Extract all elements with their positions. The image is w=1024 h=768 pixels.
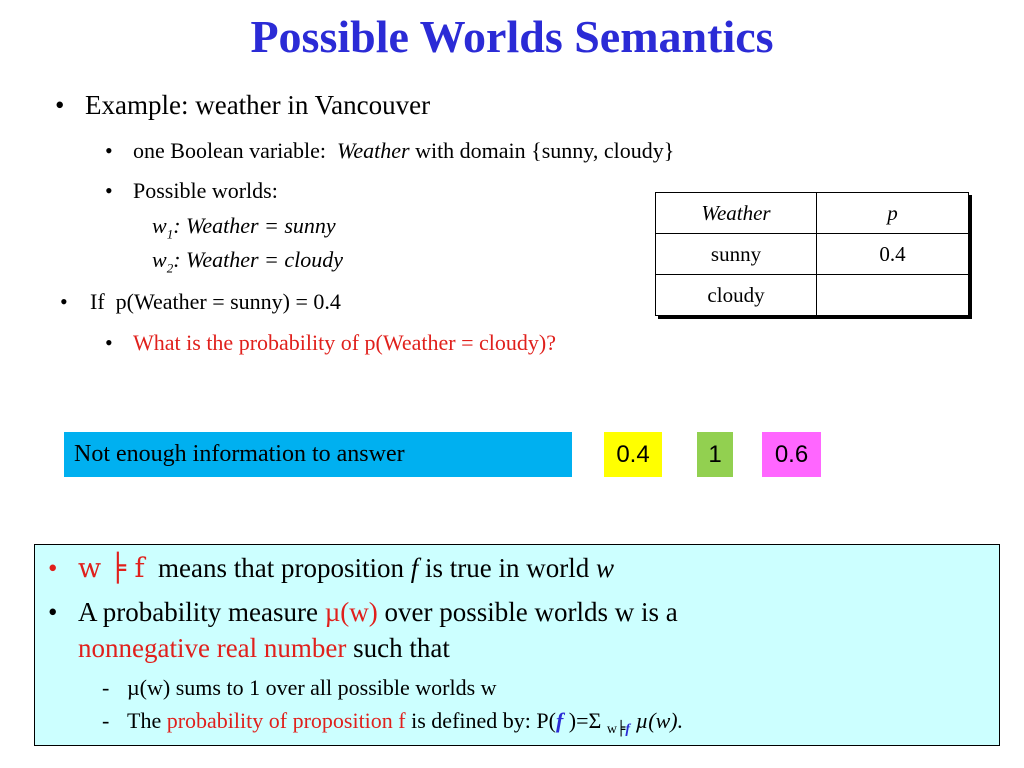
box-sub2-d: µ(w). xyxy=(630,708,684,733)
bool-var-prefix: one Boolean variable: xyxy=(133,138,332,163)
w2-sub: 2 xyxy=(166,260,174,276)
w1-rest: : Weather = sunny xyxy=(173,213,336,238)
w2-var: w xyxy=(152,247,167,272)
bullet-dot: • xyxy=(48,553,58,583)
bullet-example-text: Example: weather in Vancouver xyxy=(85,90,431,120)
w2-rest: : Weather = cloudy xyxy=(173,247,344,272)
sum-sub-models: ╞ xyxy=(616,721,626,738)
table-row xyxy=(656,275,969,316)
slide-title: Possible Worlds Semantics xyxy=(250,11,774,62)
world-w1 xyxy=(152,213,336,242)
question-text: What is the probability of p(Weather = cloudy)? xyxy=(133,330,556,355)
box-sub2-c: )=Σ xyxy=(563,708,607,733)
bullet-dot: • xyxy=(48,597,58,627)
box-line1-w: w xyxy=(596,553,615,583)
table-header-row xyxy=(656,193,969,234)
bullet-dot: • xyxy=(105,330,113,355)
table-row xyxy=(656,234,969,275)
box-line3-b: such that xyxy=(346,633,450,663)
answer-0-6[interactable] xyxy=(762,432,821,477)
box-line1-text: means that proposition xyxy=(144,553,411,583)
table-cell: cloudy xyxy=(656,275,817,316)
answer-label: 0.6 xyxy=(774,441,809,468)
box-sub-probability xyxy=(102,708,683,738)
box-sub2-red: probability of proposition f xyxy=(166,708,406,733)
possible-worlds-text: Possible worlds: xyxy=(133,178,278,203)
box-sub2-f: f xyxy=(555,708,564,733)
sum-sub-f: f xyxy=(625,722,631,738)
box-sub1-text: µ(w) sums to 1 over all possible worlds w xyxy=(127,675,497,700)
box-bullet-measure xyxy=(48,597,678,628)
table-cell xyxy=(817,275,969,316)
w1-sub: 1 xyxy=(166,226,174,242)
answer-0-4[interactable] xyxy=(604,432,662,477)
dash-marker: - xyxy=(102,675,110,700)
weather-table xyxy=(655,192,969,316)
definition-box xyxy=(34,544,1000,746)
box-sub2-a: The xyxy=(127,708,167,733)
table-cell: sunny xyxy=(656,234,817,275)
bullet-question xyxy=(105,330,556,356)
table-header-p: p xyxy=(817,193,969,234)
bullet-dot: • xyxy=(55,90,65,120)
box-line2-b: over possible worlds w is a xyxy=(377,597,678,627)
answer-label: Not enough information to answer xyxy=(74,441,405,467)
bool-var-suffix: with domain {sunny, cloudy} xyxy=(409,138,675,163)
models-notation: w ╞ f xyxy=(78,553,145,584)
bullet-dot: • xyxy=(105,178,113,203)
bullet-possible-worlds xyxy=(105,178,278,204)
box-sub-sums xyxy=(102,675,497,701)
box-line2-mu: µ(w) xyxy=(324,597,378,627)
bullet-dot: • xyxy=(60,289,68,314)
table-cell: 0.4 xyxy=(817,234,969,275)
answer-label: 0.4 xyxy=(616,441,650,468)
box-bullet-models xyxy=(48,553,614,584)
table-header-weather: Weather xyxy=(656,193,817,234)
box-line2-a: A probability measure xyxy=(78,597,325,627)
w1-var: w xyxy=(152,213,167,238)
answer-label: 1 xyxy=(708,441,722,468)
box-line1-text2: is true in world xyxy=(418,553,596,583)
bullet-if xyxy=(60,289,341,315)
world-w2 xyxy=(152,247,343,276)
bullet-dot: • xyxy=(105,138,113,163)
answer-1[interactable] xyxy=(697,432,733,477)
bool-var-name: Weather xyxy=(337,138,410,163)
bullet-boolean-variable xyxy=(105,138,674,164)
box-line3-red: nonnegative real number xyxy=(78,633,347,663)
sum-sub-w: w xyxy=(606,722,617,738)
if-text: If p(Weather = sunny) = 0.4 xyxy=(90,289,341,314)
bullet-example xyxy=(55,90,430,121)
box-line1-f: f xyxy=(410,553,419,583)
answer-not-enough-info[interactable] xyxy=(64,432,572,477)
dash-marker: - xyxy=(102,708,110,733)
sum-subscript xyxy=(607,722,630,737)
box-line3 xyxy=(78,633,450,664)
box-sub2-b: is defined by: P( xyxy=(405,708,556,733)
